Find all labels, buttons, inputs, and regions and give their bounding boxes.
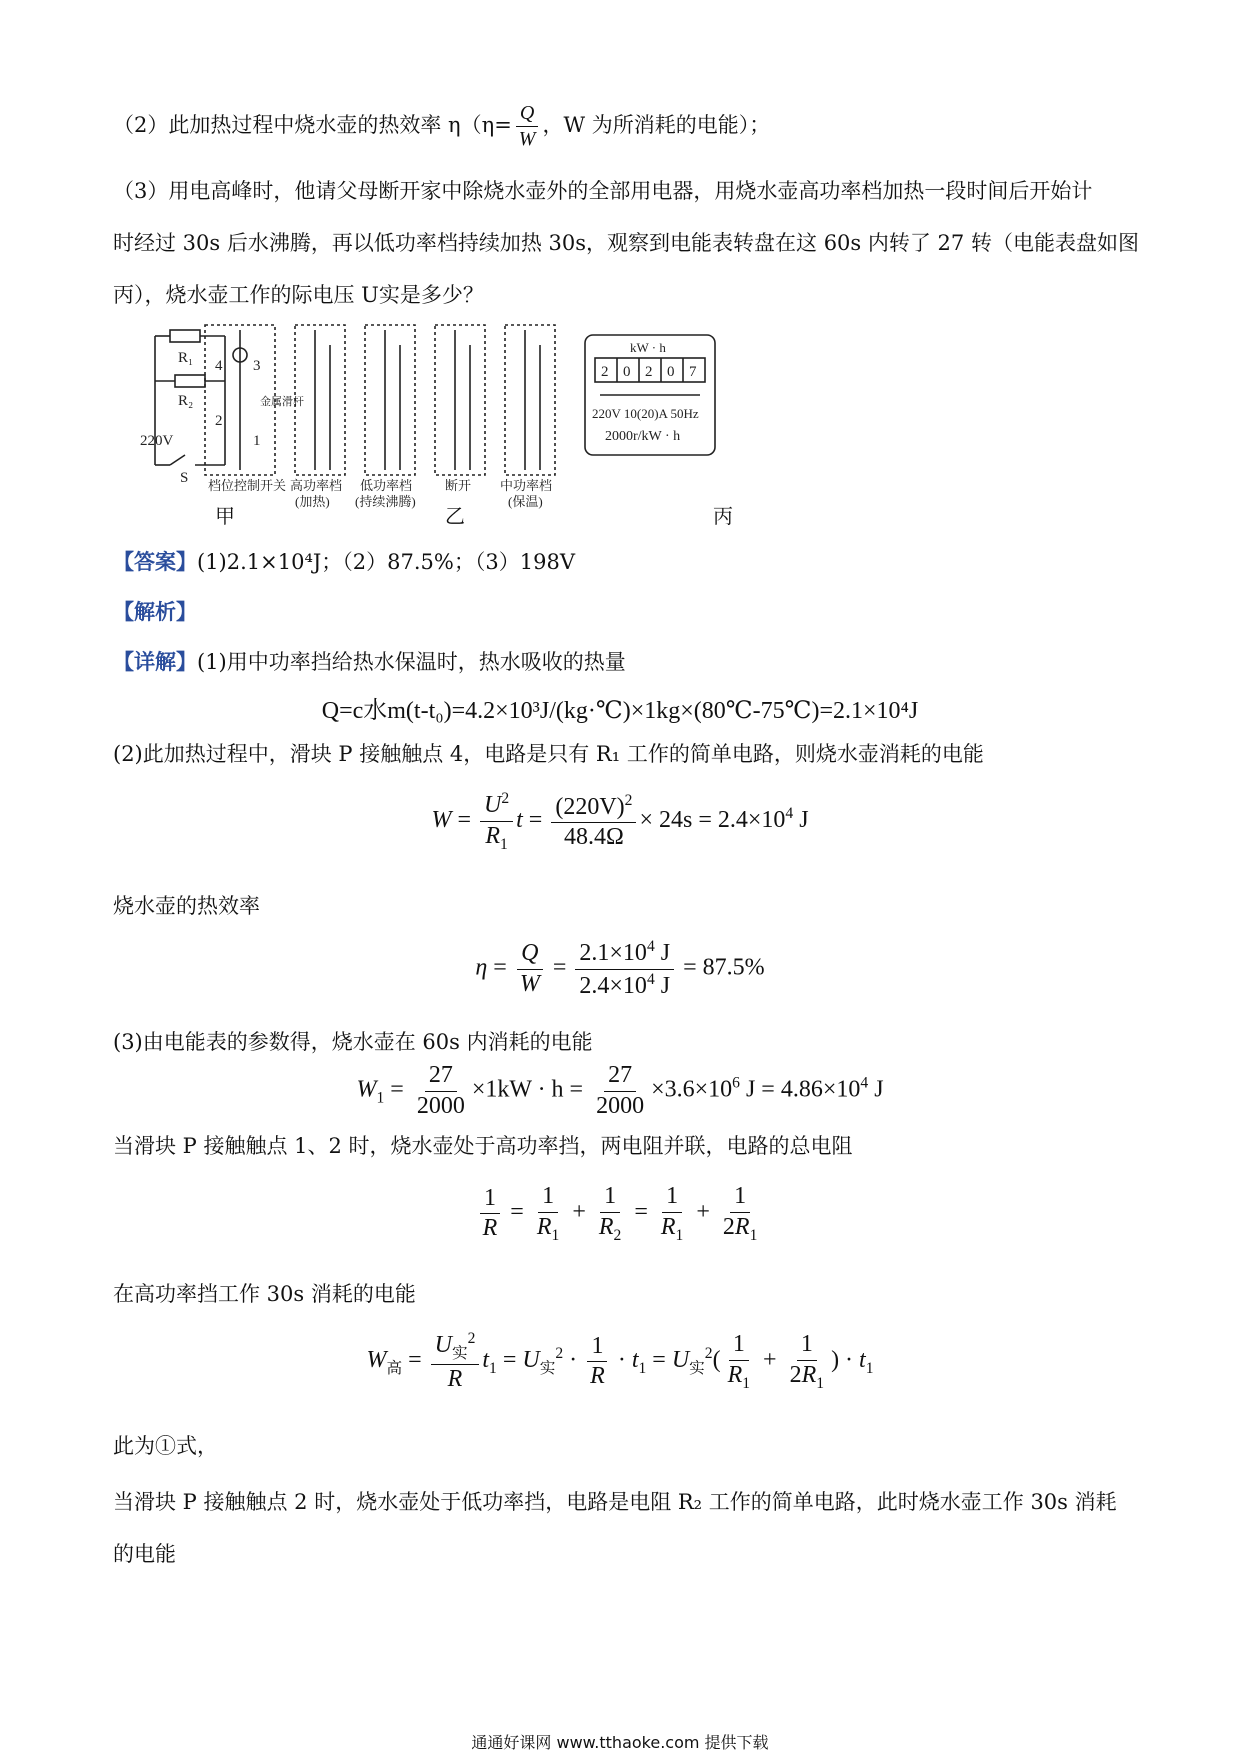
circuit-figure	[140, 320, 820, 520]
detail-p3: 烧水壶的热效率	[113, 894, 260, 918]
switch-caption: 档位控制开关	[208, 478, 287, 493]
mode-1-line2: (加热)	[295, 494, 330, 509]
detail-p1: 【详解】(1)用中功率挡给热水保温时，热水吸收的热量	[113, 649, 626, 674]
detail-p7: 此为①式，	[113, 1434, 218, 1458]
meter-digit-2: 0	[623, 364, 631, 380]
efficiency-fraction: $\frac{Q}{W}$	[515, 102, 540, 151]
figure-label-bing: 丙	[713, 504, 733, 528]
mode-4-line2: (保温)	[508, 494, 543, 509]
detail-p4: (3)由电能表的参数得，烧水壶在 60s 内消耗的电能	[113, 1030, 593, 1054]
eq-energy: W = $\frac{U^2}{R_1}$ t = $\frac{(220V)^2}{48.4\Omega}$ × $24s = 2.4\times 10^4$ J	[431, 790, 809, 853]
analysis-tag: 【解析】	[113, 599, 197, 624]
detail-p5: 当滑块 P 接触触点 1、2 时，烧水壶处于高功率挡，两电阻并联，电路的总电阻	[113, 1134, 853, 1158]
eq-heat: Q=c水m(t-t₀)=4.2×10³J/(kg·℃)×1kg×(80℃-75℃)=2.1×10⁴J	[321, 698, 919, 724]
r1-label: R₁	[178, 350, 194, 366]
answer-line: 【答案】(1)2.1×10⁴J；（2）87.5%；（3）198V	[113, 549, 575, 574]
metal-bar-label: 金属滑杆	[260, 396, 304, 408]
question-2: （2）此加热过程中烧水壶的热效率 η（η= $\frac{Q}{W}$ ，W 为所消耗的电能）；	[113, 102, 771, 150]
meter-rate: 2000r/kW · h	[605, 429, 681, 444]
meter-spec: 220V 10(20)A 50Hz	[592, 406, 699, 421]
mode-4-line1: 中功率档	[500, 478, 553, 493]
eq-resistance: $\frac{1}{R}$ = $\frac{1}{R_1}$ + $\frac{1}{R_2}$ = $\frac{1}{R_1}$ + $\frac{1}{2R_1}$	[0, 1183, 1240, 1244]
meter-digit-4: 0	[667, 364, 675, 380]
detail-p2: (2)此加热过程中，滑块 P 接触触点 4，电路是只有 R₁ 工作的简单电路，则烧水壶消耗的电能	[113, 742, 984, 766]
mode-2-line2: (持续沸腾)	[355, 494, 416, 509]
r2-label: R₂	[178, 393, 194, 409]
meter-digit-5: 7	[689, 364, 697, 380]
contact-4: 4	[215, 358, 223, 374]
detail-p8: 当滑块 P 接触触点 2 时，烧水壶处于低功率挡，电路是电阻 R₂ 工作的简单电路，此时烧水壶工作 30s 消耗 的电能	[113, 1490, 1117, 1566]
meter-digit-3: 2	[645, 364, 653, 380]
eq-efficiency: η = $\frac{Q}{W}$ = $\frac{2.1\times 10^4 J}{2.4\times 10^4 J}$ = 87.5%	[475, 938, 765, 999]
eq-high-power: $W_高$ = $\frac{U_实^2}{R}$ $t_1 = U_实^2$ · $\frac{1}{R}$ · $t_1 = U_实^2$( $\frac{1}{R_1}$ + $\frac{1}{2R_1}$ ) · $t_1$	[366, 1330, 874, 1392]
contact-3: 3	[253, 358, 261, 374]
meter-unit: kW · h	[630, 340, 666, 355]
eq-meter-energy: $W_1$ = $\frac{27}{2000}$ ×1kW · h = $\frac{27}{2000}$ $\times 3.6\times 10^6$ $J = 4.86\times 10^4$ J	[356, 1062, 884, 1119]
detail-p6: 在高功率挡工作 30s 消耗的电能	[113, 1282, 416, 1306]
switch-label: S	[180, 470, 189, 486]
meter-digit-1: 2	[601, 364, 609, 380]
page-footer: 通通好课网 www.tthaoke.com 提供下载	[471, 1733, 769, 1752]
mode-2-line1: 低功率档	[360, 478, 413, 493]
mode-3-line1: 断开	[445, 478, 472, 493]
mode-1-line1: 高功率档	[290, 478, 343, 493]
voltage-label: 220V	[140, 433, 174, 449]
contact-1: 1	[253, 433, 261, 449]
question-3: （3）用电高峰时，他请父母断开家中除烧水壶外的全部用电器，用烧水壶高功率档加热一段时间后开始计 时经过 30s 后水沸腾，再以低功率档持续加热 30s，观察到电能表转盘在这 60s 内转了 27 转（电能表盘如图 丙），烧水壶工作的际电压 U实是多少？	[113, 179, 1139, 307]
figure-label-jia: 甲	[215, 504, 235, 528]
contact-2: 2	[215, 413, 223, 429]
figure-label-yi: 乙	[445, 504, 465, 528]
